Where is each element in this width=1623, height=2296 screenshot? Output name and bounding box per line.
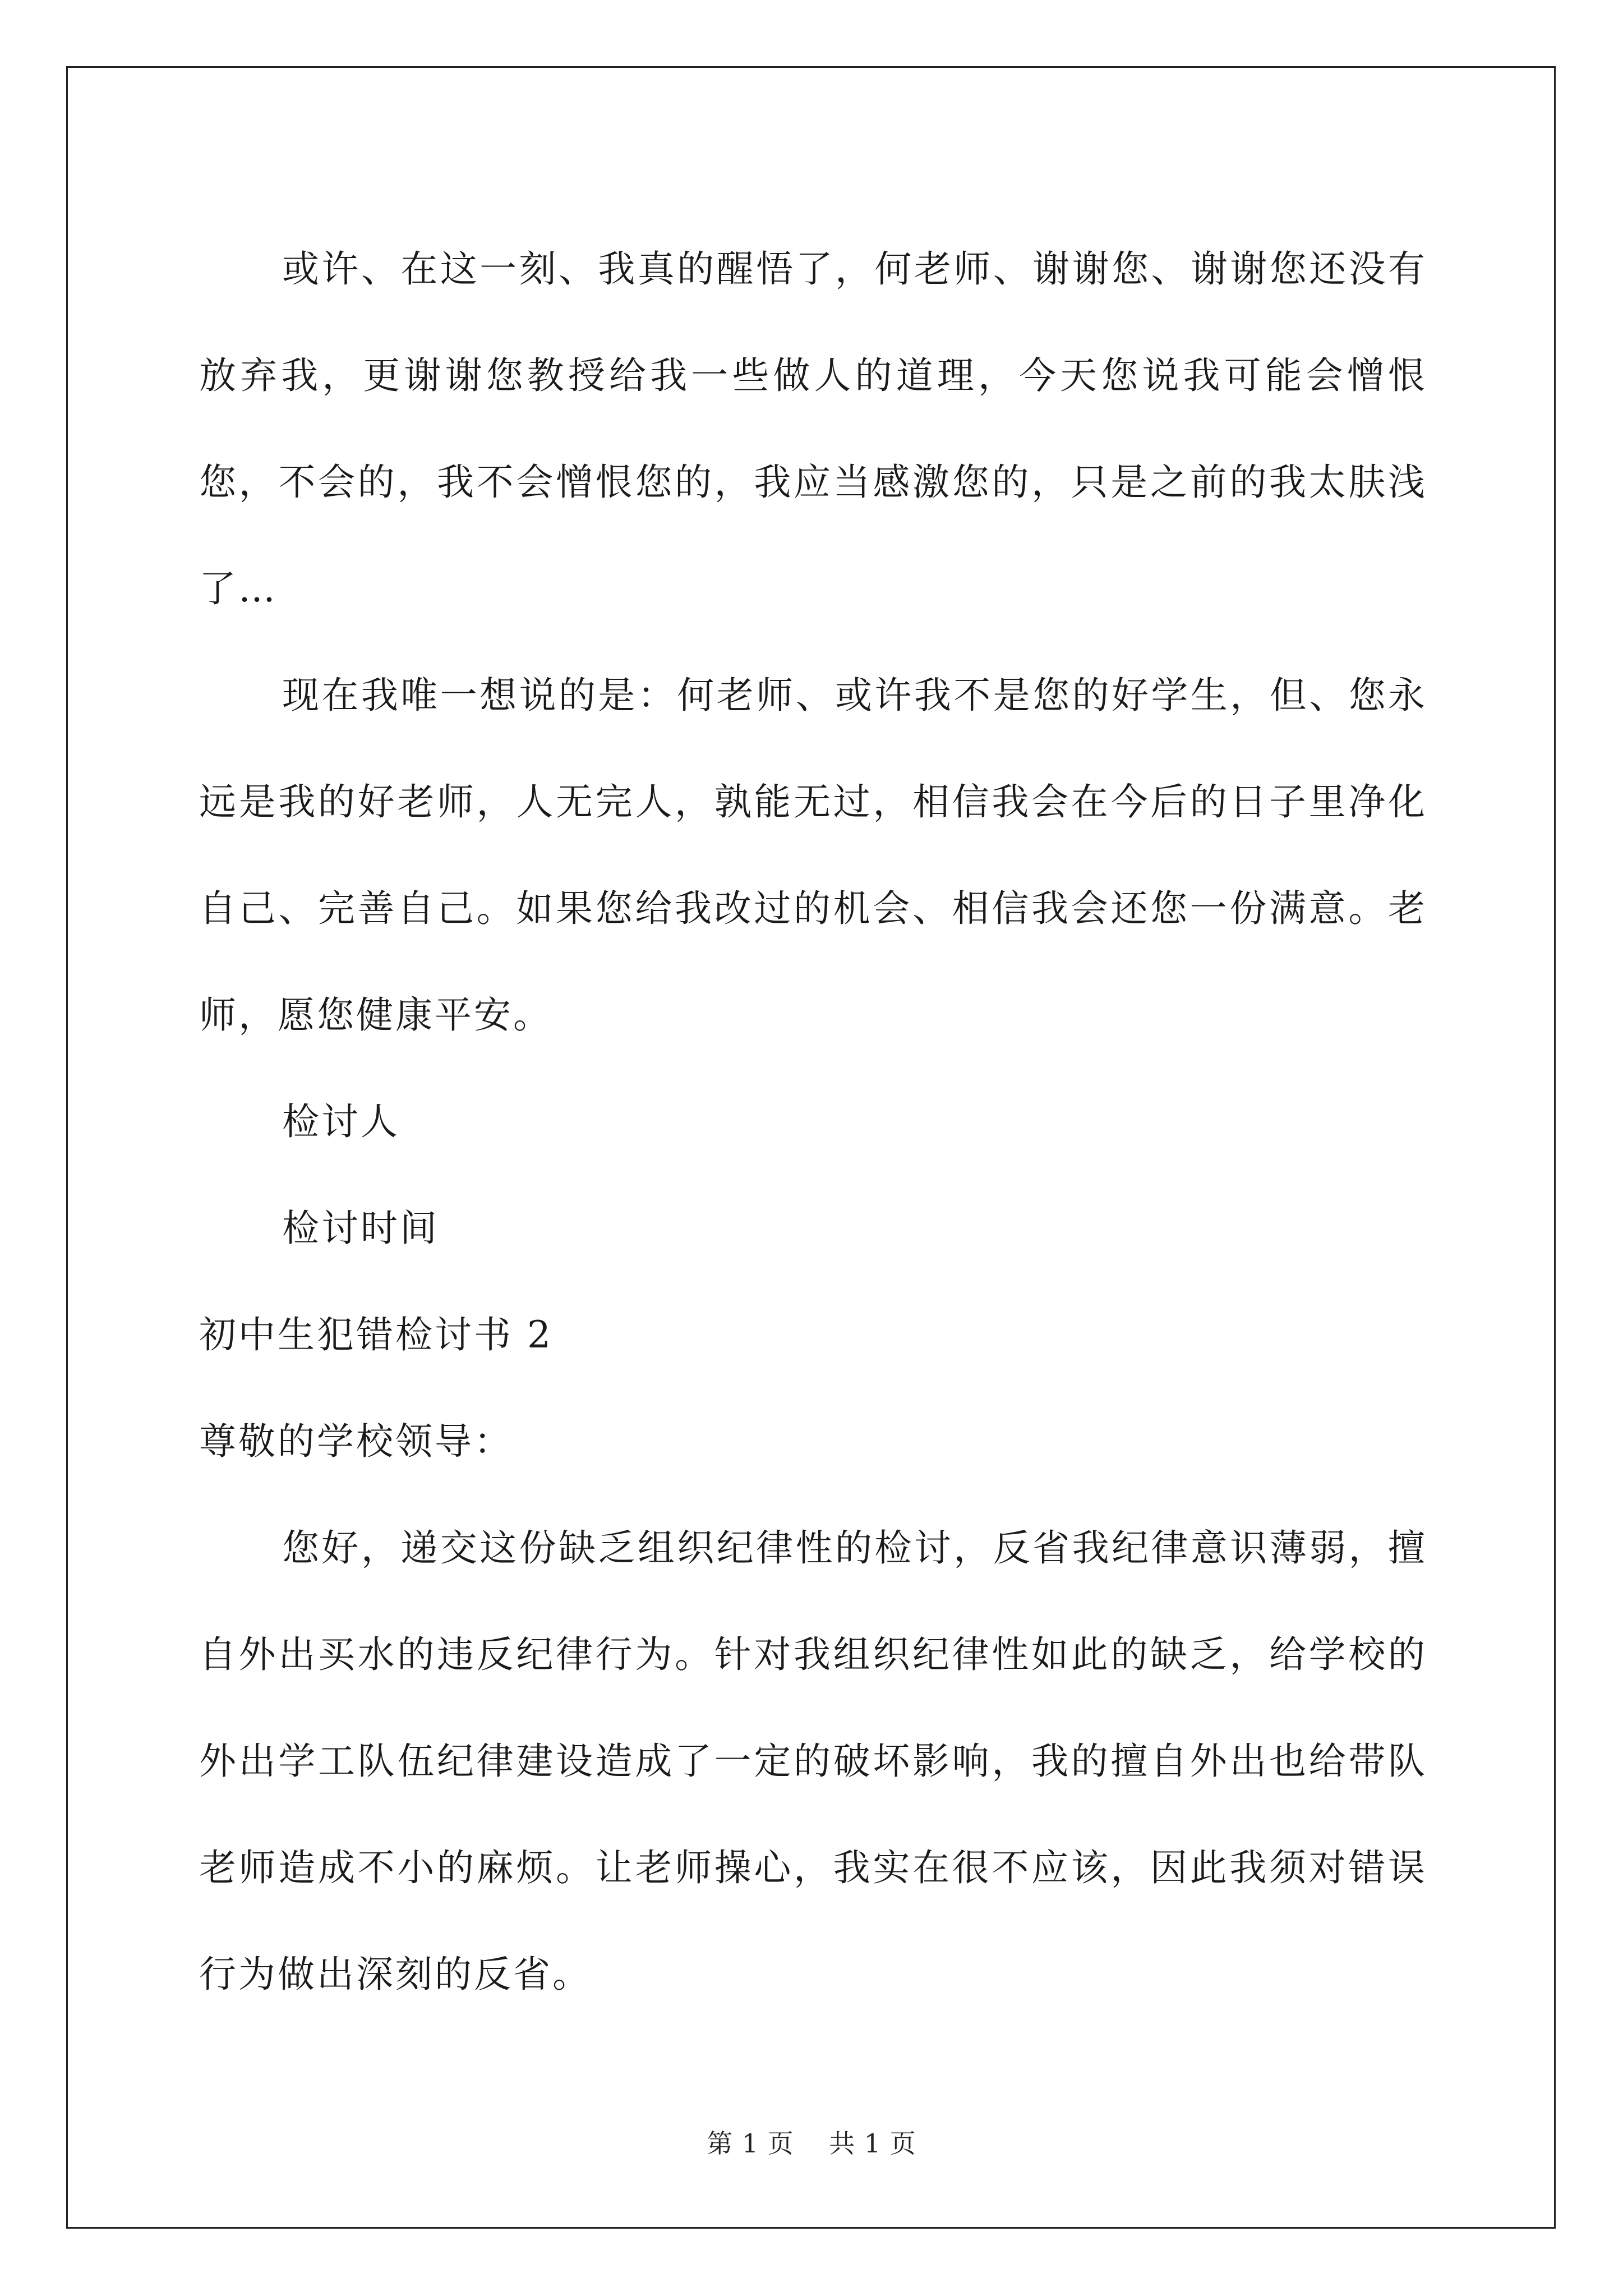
page-footer <box>0 2123 1623 2160</box>
paragraph-discipline: 您好，递交这份缺乏组织纪律性的检讨，反省我纪律意识薄弱，擅自外出买水的违反纪律行为。针对我组织纪律性如此的缺乏，给学校的外出学工队伍纪律建设造成了一定的破坏影响，我的擅自外出也给带队老师造成不小的麻烦。让老师操心，我实在很不应该，因此我须对错误行为做出深刻的反省。 <box>199 1526 1427 1996</box>
page-number: 第 1 页 <box>707 2128 794 2159</box>
paragraph-good-teacher: 现在我唯一想说的是：何老师、或许我不是您的好学生，但、您永远是我的好老师，人无完人，孰能无过，相信我会在今后的日子里净化自己、完善自己。如果您给我改过的机会、相信我会还您一份满意。老师，愿您健康平安。 <box>199 674 1427 1037</box>
signature-date-label: 检讨时间 <box>282 1207 439 1250</box>
paragraph-awakening: 或许、在这一刻、我真的醒悟了，何老师、谢谢您、谢谢您还没有放弃我，更谢谢您教授给我一些做人的道理，今天您说我可能会憎恨您，不会的，我不会憎恨您的，我应当感激您的，只是之前的我太肤浅了… <box>199 247 1427 610</box>
salutation: 尊敬的学校领导： <box>199 1420 513 1463</box>
page-total: 共 1 页 <box>829 2128 916 2159</box>
section-title: 初中生犯错检讨书 2 <box>199 1313 553 1356</box>
document-body <box>199 216 1427 2028</box>
signature-reviewer-label: 检讨人 <box>282 1100 400 1143</box>
